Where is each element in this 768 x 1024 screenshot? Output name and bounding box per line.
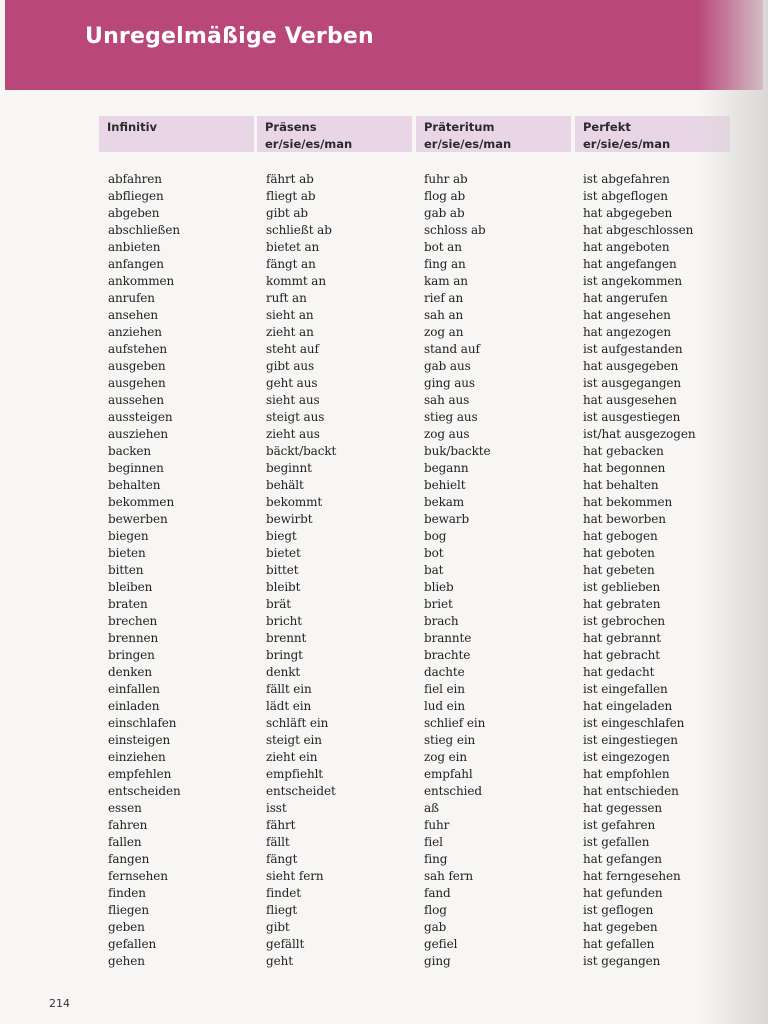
verb-form-praesens: zieht aus [266,427,320,441]
verb-form-perfekt: ist/hat ausgezogen [583,427,696,441]
verb-form-praesens: fliegt [266,903,298,917]
verb-form-infinitiv: brennen [108,631,159,645]
verb-form-praeteritum: bog [424,529,447,543]
verb-form-praeteritum: gab ab [424,206,465,220]
verb-form-perfekt: hat ferngesehen [583,869,681,883]
verb-form-praeteritum: sah fern [424,869,474,883]
column-praesens [266,171,336,970]
verb-form-perfekt: ist geflogen [583,903,654,917]
verb-form-praesens: fällt ein [266,682,312,696]
column-header-praesens [257,116,412,152]
verb-form-praeteritum: fing [424,852,448,866]
verb-form-praeteritum: buk/backte [424,444,491,458]
verb-form-praesens: entscheidet [266,784,336,798]
verb-form-praeteritum: fuhr ab [424,172,468,186]
verb-form-perfekt: hat geboten [583,546,655,560]
verb-form-infinitiv: einziehen [108,750,166,764]
verb-form-praesens: bietet [266,546,301,560]
verb-form-infinitiv: abschließen [108,223,180,237]
verb-form-praeteritum: fand [424,886,451,900]
verb-form-perfekt: ist eingestiegen [583,733,678,747]
verb-form-praeteritum: ging aus [424,376,475,390]
verb-form-perfekt: ist abgeflogen [583,189,668,203]
verb-form-praeteritum: flog [424,903,447,917]
verb-form-perfekt: hat angesehen [583,308,671,322]
verb-form-praeteritum: aß [424,801,439,815]
verb-form-praeteritum: flog ab [424,189,466,203]
verb-form-perfekt: hat gegeben [583,920,658,934]
verb-form-perfekt: hat abgeschlossen [583,223,694,237]
verb-form-praeteritum: brannte [424,631,472,645]
verb-form-perfekt: hat gebogen [583,529,658,543]
verb-form-infinitiv: ansehen [108,308,159,322]
verb-form-infinitiv: bitten [108,563,144,577]
verb-form-perfekt: hat gebrannt [583,631,661,645]
verb-form-infinitiv: anfangen [108,257,164,271]
verb-form-praeteritum: fiel ein [424,682,465,696]
column-header-label: Präteritum [424,120,495,134]
verb-form-infinitiv: essen [108,801,142,815]
verb-form-infinitiv: bekommen [108,495,175,509]
verb-form-perfekt: ist abgefahren [583,172,670,186]
column-perfekt [583,171,695,970]
verb-form-praeteritum: bekam [424,495,465,509]
verb-form-infinitiv: fangen [108,852,150,866]
verb-form-praesens: bewirbt [266,512,313,526]
verb-form-infinitiv: ankommen [108,274,175,288]
verb-form-praeteritum: fiel [424,835,443,849]
verb-form-perfekt: hat angezogen [583,325,671,339]
verb-form-perfekt: ist gebrochen [583,614,666,628]
verb-form-perfekt: hat gebacken [583,444,664,458]
verb-form-perfekt: ist ausgestiegen [583,410,681,424]
verb-form-infinitiv: ausgeben [108,359,166,373]
verb-form-perfekt: hat gefallen [583,937,655,951]
verb-form-infinitiv: fernsehen [108,869,168,883]
verb-form-infinitiv: empfehlen [108,767,172,781]
verb-form-infinitiv: finden [108,886,146,900]
verb-form-praesens: fliegt ab [266,189,316,203]
verb-form-perfekt: hat bekommen [583,495,673,509]
verb-form-praeteritum: fing an [424,257,466,271]
verb-form-praesens: steigt aus [266,410,325,424]
verb-form-praesens: bietet an [266,240,320,254]
verb-form-praeteritum: schloss ab [424,223,486,237]
verb-form-perfekt: ist geblieben [583,580,661,594]
verb-form-infinitiv: gehen [108,954,145,968]
verb-form-praeteritum: zog aus [424,427,470,441]
column-header-sublabel: er/sie/es/man [424,137,512,151]
verb-form-infinitiv: bleiben [108,580,153,594]
verb-form-praeteritum: bat [424,563,444,577]
verb-form-praesens: gibt ab [266,206,308,220]
verb-form-praeteritum: gab [424,920,447,934]
verb-form-praesens: denkt [266,665,301,679]
verb-form-praesens: gibt aus [266,359,315,373]
column-header-praeteritum [416,116,571,152]
column-header-sublabel: er/sie/es/man [583,137,671,151]
verb-form-infinitiv: bewerben [108,512,168,526]
column-header-label: Perfekt [583,120,631,134]
verb-form-praeteritum: gab aus [424,359,471,373]
verb-form-praesens: fährt ab [266,172,314,186]
verb-form-perfekt: hat empfohlen [583,767,670,781]
verb-form-perfekt: ist ausgegangen [583,376,682,390]
verb-form-praesens: zieht ein [266,750,318,764]
verb-form-praeteritum: ging [424,954,451,968]
verb-form-praesens: bricht [266,614,302,628]
verb-form-praeteritum: briet [424,597,453,611]
verb-form-praesens: findet [266,886,302,900]
verb-form-praesens: sieht aus [266,393,320,407]
verb-form-perfekt: ist gefahren [583,818,656,832]
verb-form-praesens: kommt an [266,274,326,288]
page-number: 214 [49,997,70,1010]
verb-form-praesens: bäckt/backt [266,444,337,458]
verb-form-praesens: empfiehlt [266,767,324,781]
verb-form-praesens: schläft ein [266,716,329,730]
verb-form-perfekt: ist eingeschlafen [583,716,685,730]
verb-form-perfekt: ist gegangen [583,954,661,968]
verb-form-perfekt: hat gefunden [583,886,663,900]
verb-form-infinitiv: einsteigen [108,733,171,747]
verb-form-praeteritum: behielt [424,478,466,492]
verb-form-praeteritum: sah an [424,308,464,322]
verb-form-perfekt: ist eingefallen [583,682,668,696]
verb-form-perfekt: hat ausgesehen [583,393,677,407]
verb-form-praesens: zieht an [266,325,314,339]
verb-form-praeteritum: rief an [424,291,464,305]
verb-form-praesens: bekommt [266,495,323,509]
verb-form-praeteritum: kam an [424,274,468,288]
verb-form-perfekt: hat beworben [583,512,666,526]
verb-form-praesens: beginnt [266,461,312,475]
column-header-label: Infinitiv [107,120,158,134]
verb-form-perfekt: hat angerufen [583,291,668,305]
verb-form-praesens: bringt [266,648,303,662]
verb-form-infinitiv: bieten [108,546,146,560]
verb-form-praesens: fängt [266,852,298,866]
verb-form-perfekt: ist aufgestanden [583,342,683,356]
verb-form-praesens: fährt [266,818,296,832]
verb-form-praeteritum: fuhr [424,818,450,832]
verb-form-perfekt: hat behalten [583,478,659,492]
verb-form-perfekt: hat entschieden [583,784,679,798]
verb-form-infinitiv: aussteigen [108,410,173,424]
verb-form-praesens: steht auf [266,342,319,356]
verb-form-infinitiv: braten [108,597,148,611]
verb-form-praesens: sieht an [266,308,314,322]
verb-form-infinitiv: brechen [108,614,158,628]
verb-form-praesens: schließt ab [266,223,332,237]
verb-form-praesens: brät [266,597,291,611]
verb-form-infinitiv: gefallen [108,937,157,951]
verb-form-praeteritum: entschied [424,784,482,798]
verb-form-infinitiv: ausziehen [108,427,168,441]
verb-form-perfekt: hat gedacht [583,665,655,679]
verb-form-infinitiv: entscheiden [108,784,181,798]
verb-form-perfekt: hat angefangen [583,257,677,271]
verb-form-perfekt: hat ausgegeben [583,359,679,373]
verb-form-praeteritum: dachte [424,665,465,679]
verb-form-perfekt: hat gebracht [583,648,660,662]
verb-form-infinitiv: einschlafen [108,716,177,730]
verb-form-praesens: steigt ein [266,733,322,747]
verb-form-praesens: brennt [266,631,307,645]
verb-form-infinitiv: fahren [108,818,148,832]
verb-form-infinitiv: bringen [108,648,155,662]
verb-form-infinitiv: beginnen [108,461,164,475]
column-praeteritum [424,171,490,970]
verb-form-praeteritum: bewarb [424,512,470,526]
verb-form-perfekt: hat gefangen [583,852,662,866]
verb-form-infinitiv: abfahren [108,172,162,186]
verb-form-praeteritum: brach [424,614,459,628]
verb-form-perfekt: hat gebeten [583,563,655,577]
verb-form-praeteritum: zog ein [424,750,468,764]
verb-form-perfekt: hat abgegeben [583,206,673,220]
verb-form-praesens: sieht fern [266,869,324,883]
verb-form-praesens: bittet [266,563,299,577]
verb-form-perfekt: hat gegessen [583,801,663,815]
verb-form-infinitiv: abgeben [108,206,160,220]
verb-form-praeteritum: gefiel [424,937,458,951]
page-title: Unregelmäßige Verben [85,24,374,49]
verb-form-infinitiv: fallen [108,835,142,849]
verb-form-praesens: lädt ein [266,699,312,713]
verb-form-praesens: gibt [266,920,290,934]
verb-form-infinitiv: anbieten [108,240,161,254]
verb-form-praeteritum: brachte [424,648,471,662]
verb-form-perfekt: hat eingeladen [583,699,673,713]
verb-form-praeteritum: sah aus [424,393,470,407]
verb-form-infinitiv: aufstehen [108,342,168,356]
column-header-sublabel: er/sie/es/man [265,137,353,151]
column-header-infinitiv [99,116,254,152]
verb-form-praeteritum: stand auf [424,342,480,356]
verb-form-praesens: bleibt [266,580,301,594]
verb-form-praeteritum: stieg ein [424,733,476,747]
verb-form-praeteritum: empfahl [424,767,473,781]
verb-form-perfekt: ist eingezogen [583,750,670,764]
page-edge-shadow [698,0,768,1024]
verb-form-infinitiv: geben [108,920,145,934]
verb-form-infinitiv: anziehen [108,325,162,339]
verb-form-perfekt: hat gebraten [583,597,661,611]
verb-form-praesens: geht [266,954,293,968]
column-infinitiv [108,171,181,970]
verb-form-perfekt: ist gefallen [583,835,650,849]
verb-form-praesens: gefällt [266,937,305,951]
verb-form-praesens: geht aus [266,376,318,390]
verb-form-praeteritum: bot [424,546,444,560]
verb-form-infinitiv: fliegen [108,903,150,917]
verb-form-infinitiv: aussehen [108,393,165,407]
verb-form-infinitiv: behalten [108,478,161,492]
verb-form-praeteritum: stieg aus [424,410,478,424]
verb-form-praeteritum: bot an [424,240,462,254]
verb-form-infinitiv: einfallen [108,682,160,696]
verb-form-praesens: biegt [266,529,297,543]
verb-form-infinitiv: ausgehen [108,376,166,390]
verb-form-praesens: isst [266,801,287,815]
verb-form-infinitiv: anrufen [108,291,155,305]
verb-form-infinitiv: denken [108,665,153,679]
verb-form-praeteritum: lud ein [424,699,466,713]
verb-form-infinitiv: backen [108,444,152,458]
verb-form-praesens: ruft an [266,291,307,305]
verb-form-infinitiv: abfliegen [108,189,164,203]
verb-form-praeteritum: zog an [424,325,464,339]
header-band [5,0,763,90]
verb-form-infinitiv: biegen [108,529,149,543]
verb-form-praeteritum: blieb [424,580,454,594]
verb-form-infinitiv: einladen [108,699,160,713]
verb-form-praesens: fällt [266,835,290,849]
column-header-label: Präsens [265,120,317,134]
verb-form-perfekt: hat begonnen [583,461,666,475]
verb-form-perfekt: hat angeboten [583,240,670,254]
verb-form-praeteritum: schlief ein [424,716,486,730]
verb-form-perfekt: ist angekommen [583,274,682,288]
verb-form-praeteritum: begann [424,461,469,475]
verb-form-praesens: behält [266,478,304,492]
verb-form-praesens: fängt an [266,257,316,271]
